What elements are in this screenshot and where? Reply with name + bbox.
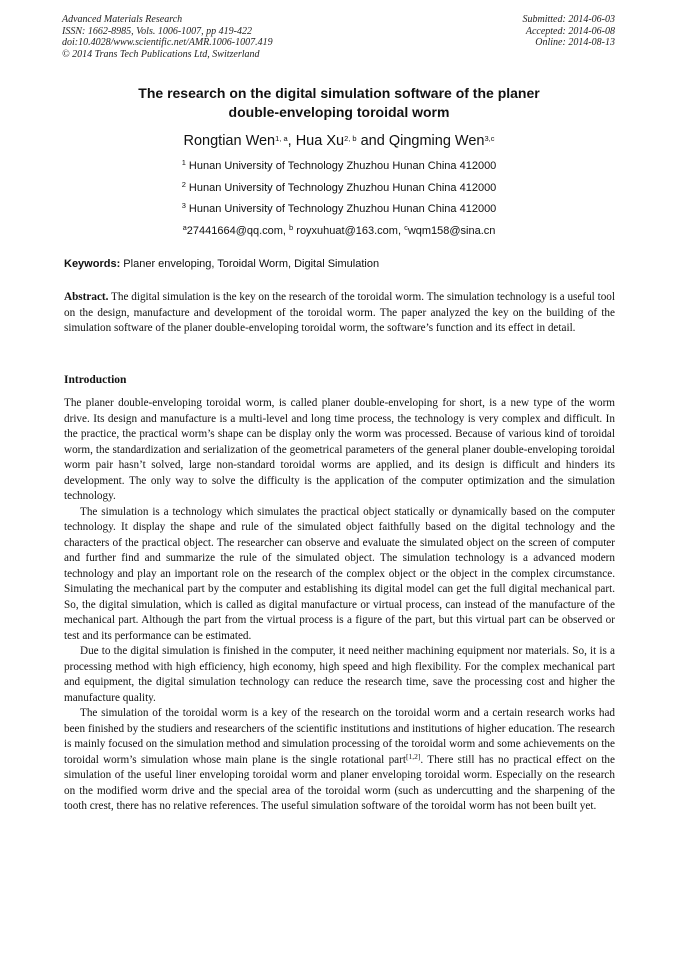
email-sup: b: [289, 222, 294, 232]
author-name: Hua Xu: [295, 133, 345, 149]
email-link[interactable]: wqm158@sina.cn: [407, 224, 496, 237]
title-line-1: The research on the digital simulation software of the planer: [138, 85, 540, 101]
journal-issn: ISSN: 1662-8985, Vols. 1006-1007, pp 419-422: [62, 25, 252, 37]
email-link[interactable]: royxuhuat@163.com,: [293, 224, 405, 237]
abstract-label: Abstract.: [64, 291, 109, 303]
accepted-date: Accepted: 2014-06-08: [525, 25, 615, 37]
journal-doi: doi:10.4028/www.scientific.net/AMR.1006-1007.419: [62, 37, 273, 48]
paragraph: [64, 706, 615, 815]
author-affil-sup: 2, b: [344, 134, 357, 143]
citation-ref[interactable]: [1,2]: [405, 751, 421, 761]
introduction-body: [64, 396, 615, 815]
author-name: Rongtian Wen: [183, 133, 276, 149]
journal-info: [62, 14, 273, 60]
keywords-label: Keywords:: [64, 258, 121, 270]
affiliation-list: [60, 156, 618, 242]
author-separator: ,: [287, 133, 296, 149]
keywords-text: Planer enveloping, Toroidal Worm, Digital Simulation: [120, 258, 380, 270]
email-sup: a: [182, 222, 187, 232]
online-date: Online: 2014-08-13: [535, 37, 615, 48]
paper-title: [60, 84, 618, 122]
affiliation: [60, 156, 618, 178]
journal-copyright: © 2014 Trans Tech Publications Ltd, Switzerland: [62, 48, 260, 60]
paragraph: The simulation is a technology which simulates the practical object statically or dynamically based on the computer technology. It display the shape and rule of the simulated object faithfully based on the digital technology and the characters of the practical object. The researcher can observe and evaluate the simulated object on the screen of computer and further find and summarize the rule of the simulated object. The simulation technology is a advanced modern technology and play an important role on the research of the complex object or the object in the complex circumstance. Simulating the mechanical part by the computer and establishing its digital model can get the full digital mechanical part. So, the digital simulation, which is called as digital manufacture or virtual process, can instead of the manufacture of the mechanical part. Although the part from the virtual process is a figure of the part, but this virtual part can be observed or test and its performance can be estimated.: [64, 505, 615, 642]
affiliation-sup: 2: [181, 179, 186, 189]
paragraph: Due to the digital simulation is finished in the computer, it need neither machining equipment nor materials. So, it is a processing method with high efficiency, high economy, high speed and high flexibility. For the complex mechanical part and equipment, the digital simulation technology can reduce the research time, save the processing cost and higher the manufacture quality.: [64, 645, 615, 704]
abstract: [64, 290, 615, 337]
affiliation-text: Hunan University of Technology Zhuzhou Hunan China 412000: [185, 203, 497, 215]
submitted-date: Submitted: 2014-06-03: [522, 14, 615, 25]
affiliation-text: Hunan University of Technology Zhuzhou Hunan China 412000: [185, 160, 497, 172]
email-link[interactable]: 27441664@qq.com,: [186, 224, 290, 237]
author-affil-sup: 3,c: [484, 134, 495, 143]
email-line: [60, 221, 618, 243]
author-list: [60, 132, 618, 150]
abstract-text: The digital simulation is the key on the research of the toroidal worm. The simulation technology is a useful tool on the design, manufacture and development of the toroidal worm. The paper analyzed the key on the building of the simulation software of the planer double-enveloping toroidal worm, the software’s function and its effect in detail.: [64, 291, 615, 334]
paragraph-text: . There still has no practical effect on the simulation of the useful liner enveloping toroidal worm and planer enveloping toroidal worm. Especially on the research on the modified worm drive and the special area of the toroidal worm (such as undercutting and the sharpening of the tooth crest, there has no relative references. The useful simulation software of the toroidal worm has not been built yet.: [64, 753, 615, 812]
author-name: Qingming Wen: [388, 133, 485, 149]
submission-dates: [523, 14, 616, 49]
affiliation-sup: 3: [181, 201, 186, 210]
paragraph-text: The simulation of the toroidal worm is a key of the research on the toroidal worm and a certain research works had been finished by the studiers and researchers of the scientific institutions and institutions of higher education. The research is mainly focused on the simulation method and simulation processing of the toroidal worm and some achievements on the toroidal worm’s simulation whose main plane is the single rotational part: [64, 707, 615, 766]
keywords: [64, 258, 620, 270]
title-line-2: double-enveloping toroidal worm: [228, 104, 450, 120]
affiliation-text: Hunan University of Technology Zhuzhou Hunan China 412000: [185, 181, 497, 194]
affiliation: [60, 178, 618, 200]
email-sup: c: [404, 222, 408, 232]
paragraph: The planer double-enveloping toroidal worm, is called planer double-enveloping for short, is a new type of the worm drive. Its design and manufacture is a multi-level and long time process, the technology is very complex and difficult. In the practice, the practical worm’s shape can be display only the worm was processed. Because of various kind of toroidal worm, the standardization and serialization of the geometrical parameters of the general planer double-enveloping toroidal worm pair hasn’t solved, large non-standard toroidal worms are applied, and its design is difficult and hinders its development. The only way to solve the difficulty is the application of the computer optimization and the simulation technology.: [64, 397, 615, 502]
affiliation-sup: 1: [181, 158, 186, 167]
affiliation: [60, 199, 618, 221]
author-affil-sup: 1, a: [275, 134, 288, 143]
section-heading-introduction: Introduction: [64, 374, 127, 386]
author-separator: and: [356, 133, 389, 149]
journal-name: Advanced Materials Research: [62, 14, 183, 25]
